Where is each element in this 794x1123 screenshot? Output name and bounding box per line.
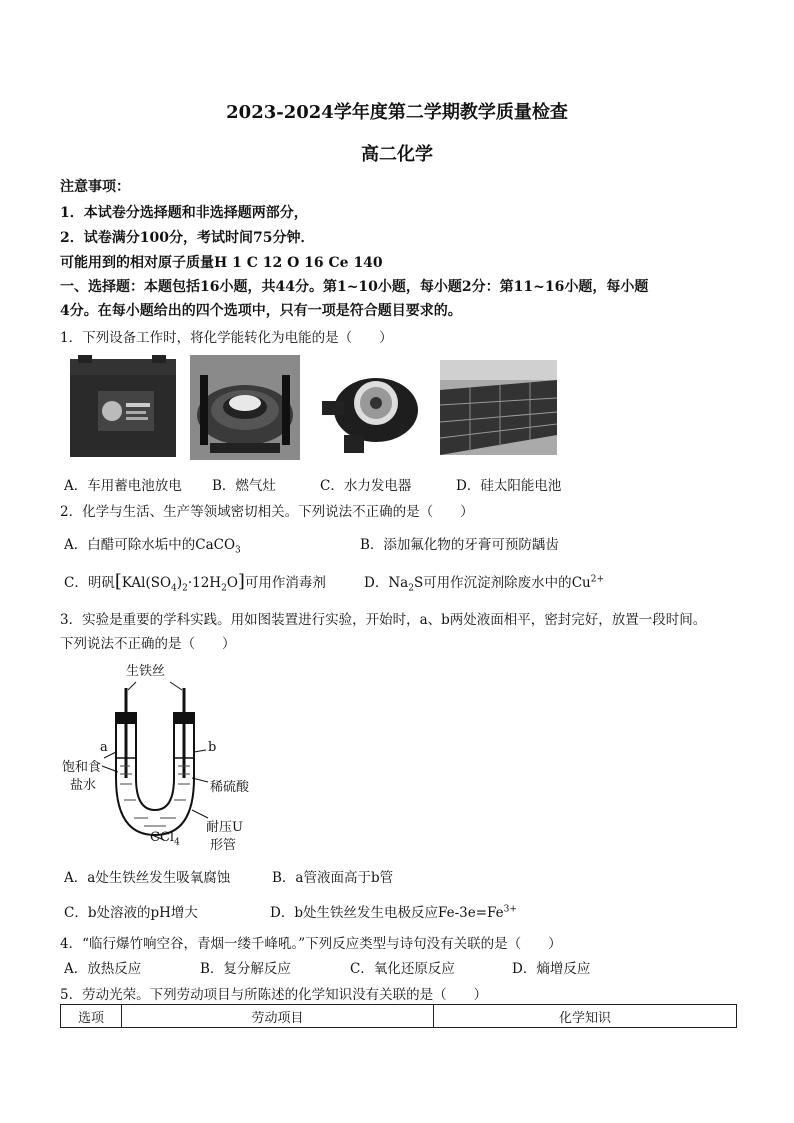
section1-instructions-line1: 一、选择题：本题包括16小题，共44分。第1~10小题，每小题2分：第11~16小题，每小题: [60, 279, 649, 295]
water-generator-image: [314, 355, 424, 460]
q2-option-c-sub4: 4: [171, 583, 177, 594]
q2-option-d-prefix: D．: [364, 575, 389, 591]
q2-stem: 2．化学与生活、生产等领域密切相关。下列说法不正确的是（ ）: [60, 504, 474, 520]
q3-option-b: B．a管液面高于b管: [272, 870, 394, 886]
q4-option-c: C．氧化还原反应: [350, 961, 455, 977]
label-dilute-acid: 稀硫酸: [210, 780, 250, 795]
q2-option-c-sub2a: 2: [182, 583, 188, 594]
q1-stem: 1．下列设备工作时，将化学能转化为电能的是（ ）: [60, 330, 393, 346]
q2-option-c-formula-c: O: [226, 575, 238, 591]
q3-option-d: [270, 901, 517, 921]
label-ccl4: [150, 830, 180, 848]
bracket-close: ]: [237, 571, 245, 592]
q2-option-c-formula-a: KAl(SO: [121, 575, 172, 591]
q1-option-b: B．燃气灶: [212, 478, 276, 494]
q2-option-d-sub: 2: [408, 583, 414, 594]
notes-heading: 注意事项：: [60, 179, 130, 195]
q2-option-c-sub2b: 2: [221, 583, 227, 594]
subject-title: 高二化学: [361, 144, 433, 165]
solar-panel-image: [440, 360, 557, 455]
atomic-masses: 可能用到的相对原子质量H 1 C 12 O 16 Ce 140: [60, 255, 383, 271]
q2-option-c-formula-b: ·12H: [187, 575, 222, 591]
q1-option-d: D．硅太阳能电池: [456, 478, 562, 494]
q2-option-a-text: A．白醋可除水垢中的: [64, 537, 196, 553]
q1-option-c: C．水力发电器: [320, 478, 412, 494]
q2-option-d-na: Na: [388, 575, 409, 591]
q3-option-d-sup: 3+: [503, 904, 517, 915]
q2-option-d: [364, 571, 604, 594]
q2-option-a-formula: CaCO: [195, 537, 236, 553]
q1-option-a: A．车用蓄电池放电: [64, 478, 182, 494]
label-saltwater-2: 盐水: [70, 778, 97, 793]
q2-option-c-suffix: 可用作消毒剂: [244, 575, 326, 591]
bracket-open: [: [114, 571, 122, 592]
label-u-tube-1: 耐压U: [206, 820, 243, 835]
q2-option-c: C．明矾$[KAl(SO_4)_2\cdot 12H_2O]$可用作消毒剂: [64, 571, 326, 594]
label-b: b: [208, 740, 217, 755]
q2-option-d-sup: 2+: [590, 574, 604, 585]
q2-option-c-prefix: C．明矾: [64, 575, 115, 591]
q5-table: [60, 1004, 737, 1028]
q3-stem-line1: 3．实验是重要的学科实践。用如图装置进行实验，开始时，a、b两处液面相平，密封完好，放置一段时间。: [60, 612, 707, 628]
q2-option-d-s: S: [413, 575, 424, 591]
label-u-tube-2: 形管: [210, 838, 237, 853]
q2-option-b: B．添加氟化物的牙膏可预防龋齿: [360, 537, 559, 553]
table-header-knowledge: 化学知识: [434, 1005, 737, 1028]
q3-stem-line2: 下列说法不正确的是（ ）: [60, 636, 236, 652]
q2-option-a-subscript: 3: [235, 545, 241, 556]
label-ccl4-sub: 4: [174, 837, 180, 848]
q4-option-a: A．放热反应: [64, 961, 142, 977]
q3-option-d-text: D．b处生铁丝发生电极反应Fe-3e=Fe: [270, 905, 504, 921]
q4-option-b: B．复分解反应: [200, 961, 291, 977]
q4-option-d: D．熵增反应: [512, 961, 591, 977]
q3-option-c: C．b处溶液的pH增大: [64, 905, 198, 921]
u-tube-diagram: [60, 660, 280, 855]
table-header-labor: 劳动项目: [122, 1005, 434, 1028]
notes-item-1: 1．本试卷分选择题和非选择题两部分，: [60, 205, 308, 221]
q5-stem: 5．劳动光荣。下列劳动项目与所陈述的化学知识没有关联的是（ ）: [60, 987, 488, 1003]
exam-title: 2023-2024学年度第二学期教学质量检查: [226, 102, 568, 123]
label-iron-wire: 生铁丝: [126, 664, 166, 679]
gas-stove-image: [190, 355, 300, 460]
section1-instructions-line2: 4分。在每小题给出的四个选项中，只有一项是符合题目要求的。: [60, 303, 462, 319]
q4-stem: 4．“临行爆竹响空谷，青烟一缕千峰吼。”下列反应类型与诗句没有关联的是（ ）: [60, 936, 562, 952]
q2-option-d-text: 可用作沉淀剂除废水中的: [423, 575, 572, 591]
q2-option-a: [64, 533, 241, 556]
table-header-row: [61, 1005, 737, 1028]
label-a: a: [100, 740, 108, 755]
q3-option-a: A．a处生铁丝发生吸氧腐蚀: [64, 870, 231, 886]
table-header-option: 选项: [61, 1005, 122, 1028]
label-saltwater-1: 饱和食: [62, 760, 102, 775]
notes-item-2: 2．试卷满分100分，考试时间75分钟．: [60, 230, 315, 246]
q2-option-d-cu: Cu: [571, 575, 591, 591]
label-ccl4-text: CCl: [150, 830, 175, 845]
car-battery-image: [68, 355, 178, 460]
